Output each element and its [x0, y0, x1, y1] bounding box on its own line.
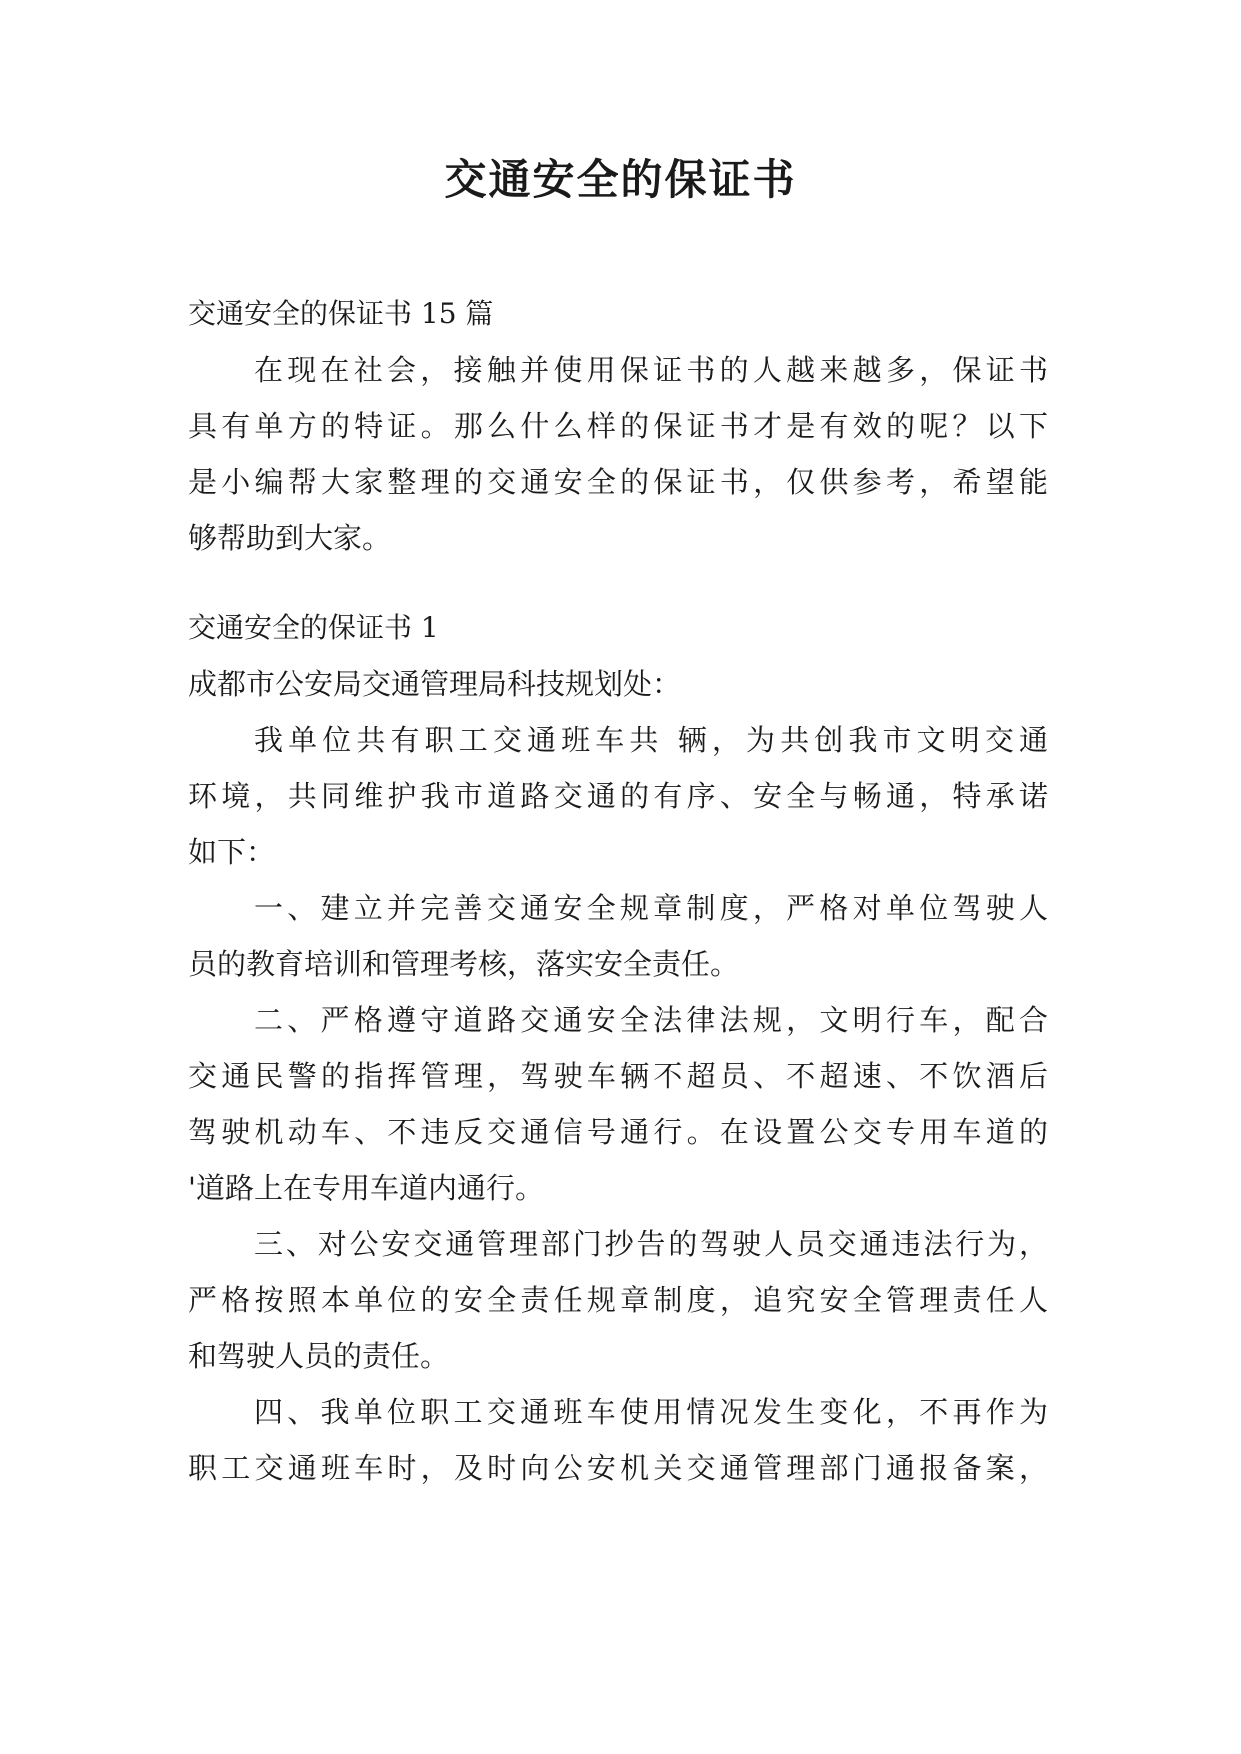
paragraph-line: 交通民警的指挥管理，驾驶车辆不超员、不超速、不饮酒后: [188, 1059, 1048, 1093]
paragraph-line: '道路上在专用车道内通行。: [188, 1171, 544, 1205]
paragraph-line: 四、我单位职工交通班车使用情况发生变化，不再作为: [254, 1395, 1048, 1429]
paragraph-line: 在现在社会，接触并使用保证书的人越来越多，保证书: [254, 353, 1048, 387]
paragraph-line: 员的教育培训和管理考核，落实安全责任。: [188, 947, 740, 981]
paragraph-line: 具有单方的特证。那么什么样的保证书才是有效的呢？以下: [188, 409, 1048, 443]
paragraph-line: 我单位共有职工交通班车共 辆，为共创我市文明交通: [254, 723, 1048, 757]
clause-one: [188, 880, 1048, 992]
clause-two: [188, 992, 1048, 1216]
clause-four: [188, 1384, 1048, 1496]
paragraph-line: 环境，共同维护我市道路交通的有序、安全与畅通，特承诺: [188, 779, 1048, 813]
paragraph-line: 严格按照本单位的安全责任规章制度，追究安全管理责任人: [188, 1283, 1048, 1317]
clause-three: [188, 1216, 1048, 1384]
paragraph-line: 如下：: [188, 835, 276, 869]
paragraph-line: 够帮助到大家。: [188, 521, 392, 555]
addressee: 成都市公安局交通管理局科技规划处：: [188, 667, 682, 701]
paragraph-line: 三、对公安交通管理部门抄告的驾驶人员交通违法行为，: [254, 1227, 1048, 1261]
document-subtitle: 交通安全的保证书 15 篇: [188, 297, 494, 330]
paragraph-line: 驾驶机动车、不违反交通信号通行。在设置公交专用车道的: [188, 1115, 1048, 1149]
section-heading: 交通安全的保证书 1: [188, 611, 439, 644]
commitment-paragraph: [188, 712, 1048, 880]
intro-paragraph: [188, 342, 1048, 566]
paragraph-line: 二、严格遵守道路交通安全法律法规，文明行车，配合: [254, 1003, 1048, 1037]
paragraph-line: 是小编帮大家整理的交通安全的保证书，仅供参考，希望能: [188, 465, 1048, 499]
paragraph-line: 职工交通班车时，及时向公安机关交通管理部门通报备案，: [188, 1451, 1048, 1485]
paragraph-line: 和驾驶人员的责任。: [188, 1339, 450, 1373]
paragraph-gap: [188, 566, 1048, 600]
document-body: [188, 286, 1048, 1496]
paragraph-line: 一、建立并完善交通安全规章制度，严格对单位驾驶人: [254, 891, 1048, 925]
document-title: 交通安全的保证书: [444, 155, 797, 204]
